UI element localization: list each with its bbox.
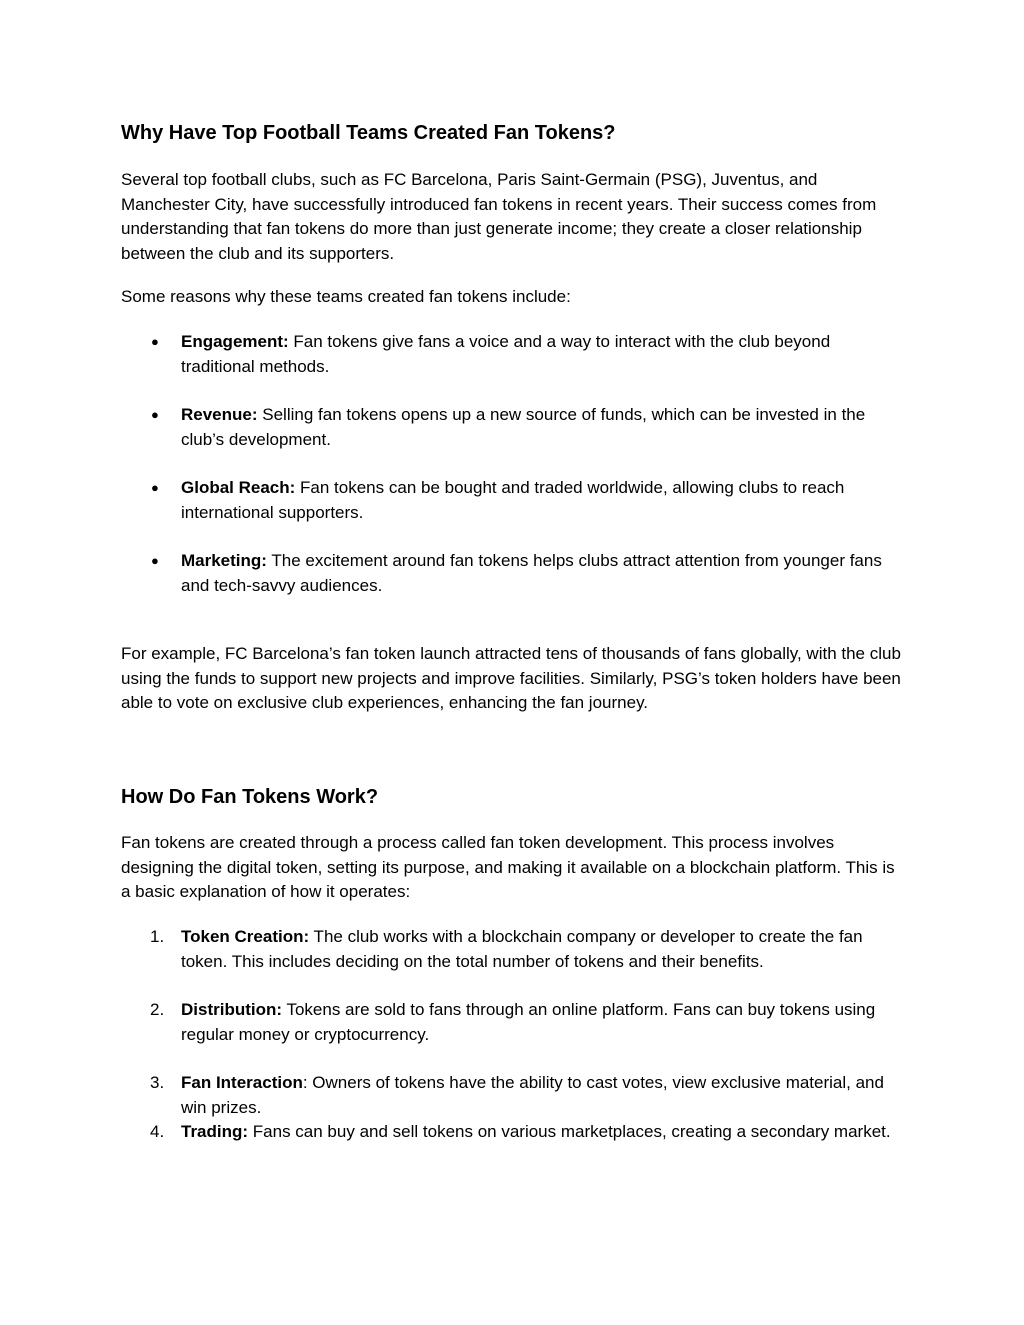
list-item-label: Token Creation: xyxy=(181,927,310,946)
section-heading-how: How Do Fan Tokens Work? xyxy=(121,786,379,808)
list-item-text: Tokens are sold to fans through an online platform. Fans can buy tokens using regular money or cryptocurrency. xyxy=(181,1000,876,1044)
list-item-text: Fan tokens give fans a voice and a way to interact with the club beyond traditional methods. xyxy=(181,332,831,376)
list-number: 1. xyxy=(150,927,165,946)
list-item-label: Distribution: xyxy=(181,1000,283,1019)
section-heading-why: Why Have Top Football Teams Created Fan Tokens? xyxy=(121,122,616,144)
list-item-body xyxy=(181,403,906,452)
list-item-body xyxy=(181,476,906,525)
bullet-icon: ● xyxy=(151,553,159,568)
list-item-body xyxy=(181,549,906,598)
bullet-icon: ● xyxy=(151,480,159,495)
list-item-label: Fan Interaction xyxy=(181,1073,303,1092)
list-item-label: Global Reach: xyxy=(181,478,296,497)
list-item-label: Revenue: xyxy=(181,405,258,424)
list-item-body xyxy=(181,925,906,974)
list-item-body xyxy=(181,330,906,379)
reasons-intro-paragraph: Some reasons why these teams created fan tokens include: xyxy=(121,287,571,306)
list-item-text: Fan tokens can be bought and traded worldwide, allowing clubs to reach international supporters. xyxy=(181,478,845,522)
intro-paragraph: Several top football clubs, such as FC Barcelona, Paris Saint-Germain (PSG), Juventus, and Manchester City, have successfully introduced fan tokens in recent years. Their success comes from understanding that fan tokens do more than just generate income; they create a closer relationship between the club and its supporters. xyxy=(121,170,877,263)
bullet-icon: ● xyxy=(151,334,159,349)
list-number: 3. xyxy=(150,1073,165,1092)
list-item-text: The excitement around fan tokens helps clubs attract attention from younger fans and tech-savvy audiences. xyxy=(181,551,882,595)
list-item-label: Trading: xyxy=(181,1122,249,1141)
list-item-body xyxy=(181,998,906,1047)
list-item-text: Fans can buy and sell tokens on various marketplaces, creating a secondary market. xyxy=(248,1122,891,1141)
list-item-label: Engagement: xyxy=(181,332,289,351)
list-number: 4. xyxy=(150,1122,165,1141)
list-number: 2. xyxy=(150,1000,165,1019)
example-paragraph: For example, FC Barcelona’s fan token launch attracted tens of thousands of fans globally, with the club using the funds to support new projects and improve facilities. Similarly, PSG’s token holders have been able to vote on exclusive club experiences, enhancing the fan journey. xyxy=(121,644,901,712)
how-intro-paragraph: Fan tokens are created through a process called fan token development. This process involves designing the digital token, setting its purpose, and making it available on a blockchain platform. This is a basic explanation of how it operates: xyxy=(121,833,895,901)
list-item-text: : Owners of tokens have the ability to cast votes, view exclusive material, and win prizes. xyxy=(181,1073,884,1117)
list-item-body xyxy=(181,1120,906,1145)
list-item-text: The club works with a blockchain company or developer to create the fan token. This includes deciding on the total number of tokens and their benefits. xyxy=(181,927,863,971)
bullet-icon: ● xyxy=(151,407,159,422)
list-item-label: Marketing: xyxy=(181,551,267,570)
list-item-body xyxy=(181,1071,906,1120)
list-item-text: Selling fan tokens opens up a new source of funds, which can be invested in the club’s development. xyxy=(181,405,866,449)
